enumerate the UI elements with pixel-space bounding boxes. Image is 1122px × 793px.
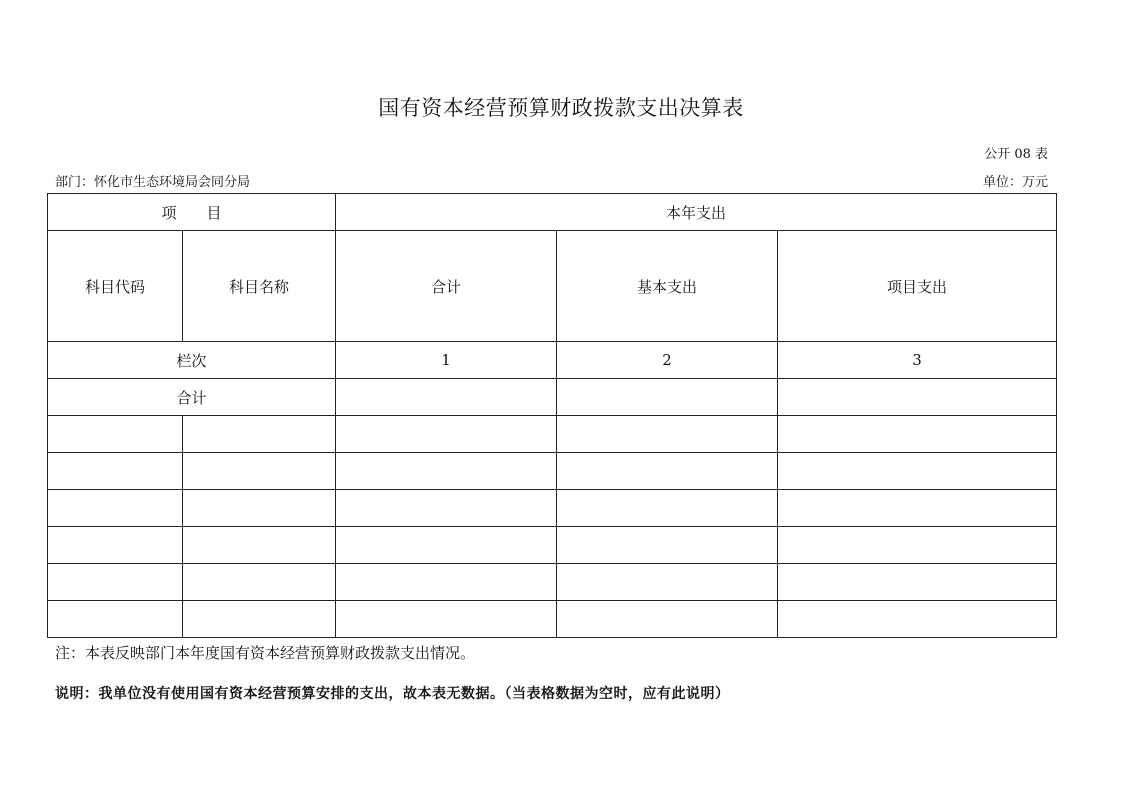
table-cell [48,601,183,638]
budget-expenditure-table [47,193,1057,638]
table-cell [336,453,557,490]
table-cell [183,527,336,564]
col-subject-code: 科目代码 [48,231,183,342]
column-header-row [48,231,1057,342]
table-cell [557,416,778,453]
column-index-3: 3 [778,342,1057,379]
table-cell [778,453,1057,490]
table-note: 注：本表反映部门本年度国有资本经营预算财政拨款支出情况。 [55,644,476,662]
table-cell [48,490,183,527]
col-total: 合计 [336,231,557,342]
table-cell [183,601,336,638]
total-cell [336,379,557,416]
table-row [48,416,1057,453]
table-cell [557,601,778,638]
table-cell [336,527,557,564]
table-row [48,564,1057,601]
table-cell [336,416,557,453]
table-cell [183,416,336,453]
total-cell [778,379,1057,416]
header-row [48,194,1057,231]
total-row-label: 合计 [48,379,336,416]
table-cell [557,527,778,564]
table-cell [336,601,557,638]
table-cell [48,453,183,490]
column-index-row [48,342,1057,379]
table-row [48,490,1057,527]
table-row [48,453,1057,490]
table-row [48,527,1057,564]
column-index-2: 2 [557,342,778,379]
table-cell [557,564,778,601]
table-cell [183,490,336,527]
table-cell [557,453,778,490]
table-cell [778,490,1057,527]
table-cell [778,564,1057,601]
table-cell [336,564,557,601]
col-subject-name: 科目名称 [183,231,336,342]
table-cell [778,527,1057,564]
column-index-label: 栏次 [48,342,336,379]
table-row [48,601,1057,638]
form-code: 公开 08 表 [984,147,1048,162]
table-cell [48,564,183,601]
table-cell [183,453,336,490]
table-cell [48,416,183,453]
header-item: 项 目 [48,194,336,231]
table-cell [183,564,336,601]
header-current-year: 本年支出 [336,194,1057,231]
col-project: 项目支出 [778,231,1057,342]
table-cell [557,490,778,527]
column-index-1: 1 [336,342,557,379]
total-row [48,379,1057,416]
table-cell [778,601,1057,638]
table-cell [778,416,1057,453]
total-cell [557,379,778,416]
col-basic: 基本支出 [557,231,778,342]
explanation-text: 说明：我单位没有使用国有资本经营预算安排的支出，故本表无数据。（当表格数据为空时，应有此说明） [55,686,730,702]
department-label: 部门：怀化市生态环境局会同分局 [55,175,251,190]
table-cell [48,527,183,564]
page-title: 国有资本经营预算财政拨款支出决算表 [378,96,744,120]
unit-label: 单位：万元 [982,175,1048,190]
table-cell [336,490,557,527]
